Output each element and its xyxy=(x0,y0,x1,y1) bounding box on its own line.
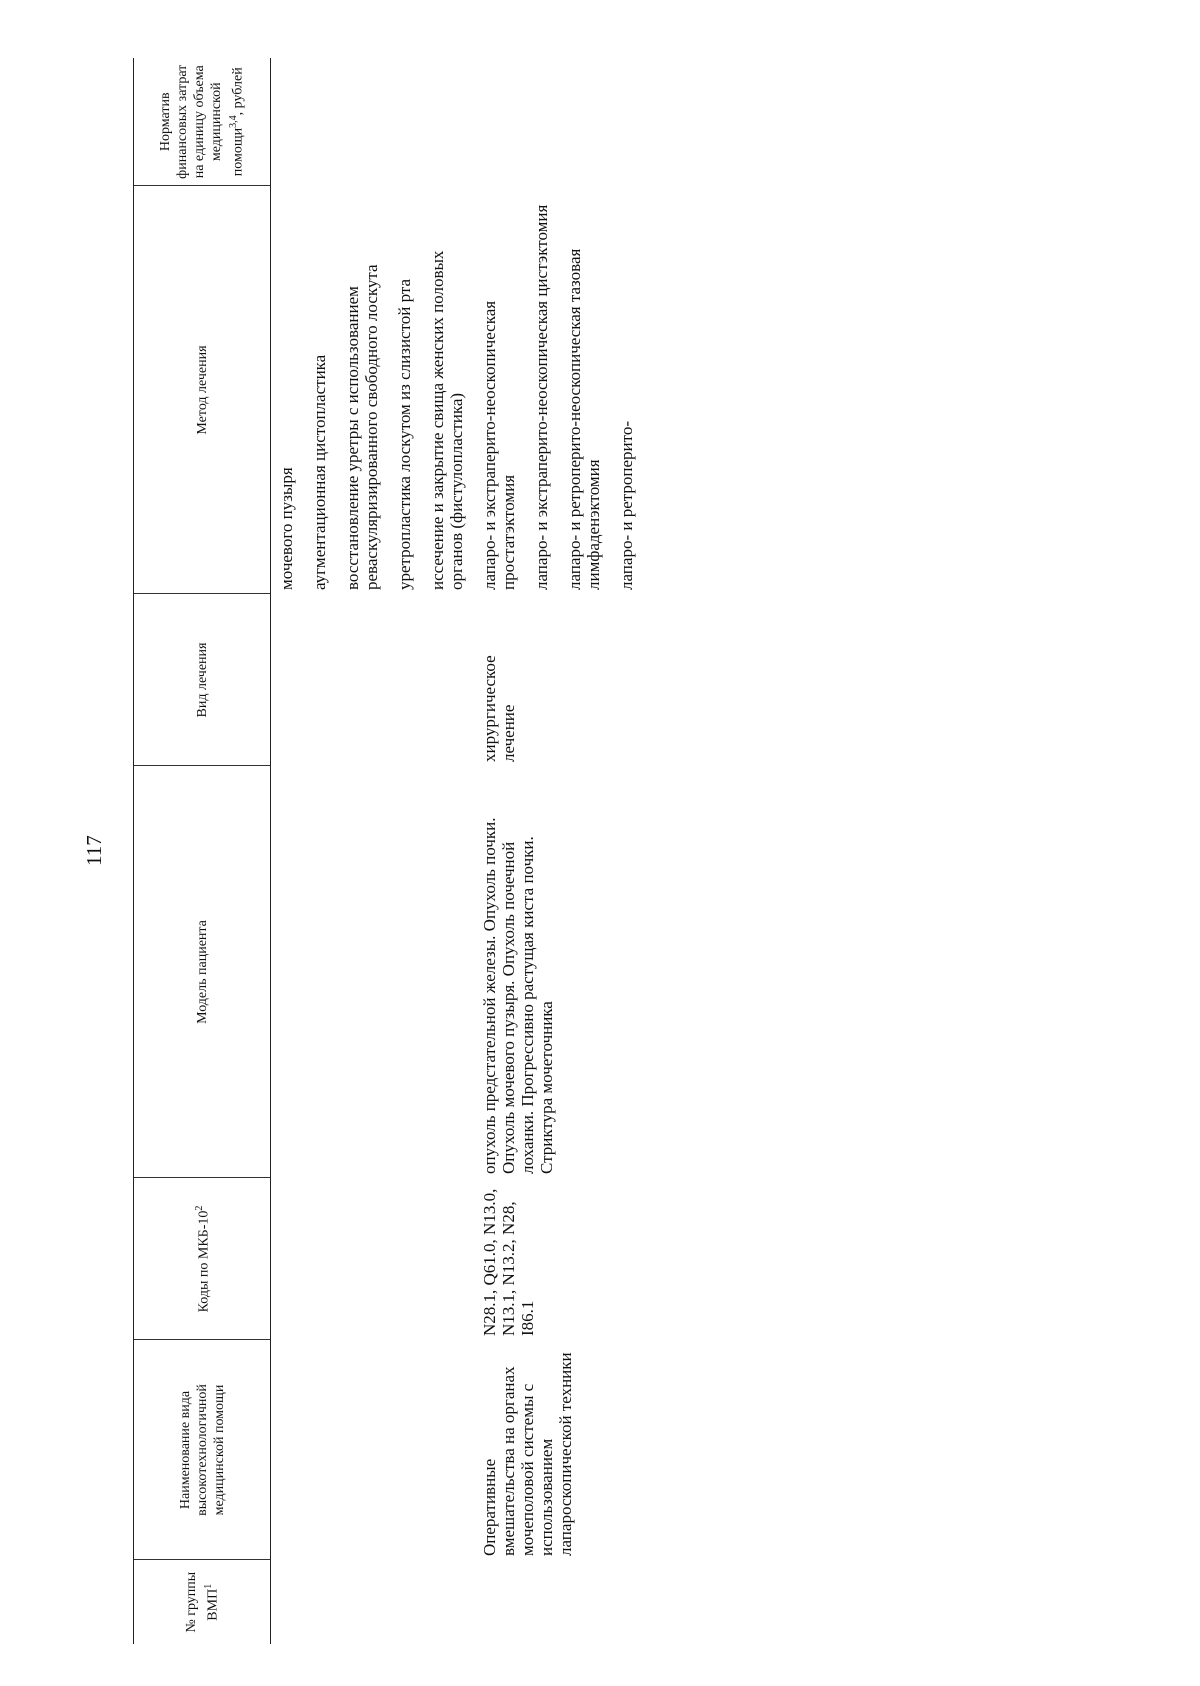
method-item: уретропластика лоскутом из слизистой рта xyxy=(395,278,414,590)
method-item: мочевого пузыря xyxy=(277,467,296,590)
table-header-row xyxy=(134,58,271,1644)
patient-model: опухоль предстательной железы. Опухоль почки. Опухоль мочевого пузыря. Опухоль почечной лоханки. Прогрессивно растущая киста почки. Стриктура мочеточника xyxy=(480,817,556,1174)
header-method: Метод лечения xyxy=(134,186,271,594)
method-list xyxy=(480,186,650,594)
header-group-no: № группы ВМП$^1$ xyxy=(134,1560,271,1644)
header-codes: Коды по МКБ-$10^2$ xyxy=(134,1178,271,1340)
header-treatment-type: Вид лечения xyxy=(134,594,271,766)
vmp-name: Оперативные вмешательства на органах мочеполовой системы с использованием лапароскопической техники xyxy=(480,1352,575,1556)
method-item: иссечение и закрытие свища женских половых органов (фистулопластика) xyxy=(428,250,466,590)
method-item: лапаро- и экстраперито-неоскопическая цистэктомия xyxy=(532,204,551,590)
table-row xyxy=(271,58,481,1644)
page-number: 117 xyxy=(82,835,106,866)
method-item: восстановление уретры с использованием реваскуляризированного свободного лоскута xyxy=(343,264,381,590)
method-item: лапаро- и ретроперито-неоскопическая тазовая лимфаденэктомия xyxy=(565,248,603,590)
icd-codes: N28.1, Q61.0, N13.0, N13.1, N13.2, N28, I86.1 xyxy=(480,1188,537,1336)
header-model: Модель пациента xyxy=(134,766,271,1178)
method-item: лапаро- и экстраперито-неоскопическая простатэктомия xyxy=(480,300,518,590)
header-name: Наименование вида высокотехнологичной медицинской помощи xyxy=(134,1340,271,1560)
method-item: аугментационная цистопластика xyxy=(310,354,329,590)
treatment-type: хирургическое лечение xyxy=(480,655,518,762)
header-norm: Норматив финансовых затрат на единицу объема медицинской помощи$^{3,4}$, рублей xyxy=(134,58,271,186)
table-row xyxy=(480,58,650,1644)
method-list xyxy=(271,186,481,594)
vmp-table xyxy=(133,58,650,1644)
method-item: лапаро- и ретроперито- xyxy=(617,421,636,590)
